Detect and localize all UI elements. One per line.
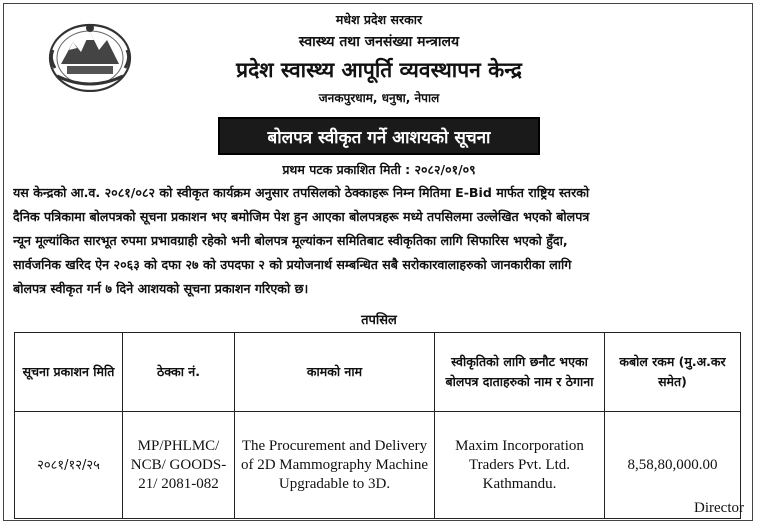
ministry-name: स्वास्थ्य तथा जनसंख्या मन्त्रालय: [298, 34, 460, 50]
cell-work-name: The Procurement and Delivery of 2D Mammography Machine Upgradable to 3D.: [235, 412, 435, 519]
body-line: यस केन्द्रको आ.व. २०८१/०८२ को स्वीकृत कार्यक्रम अनुसार तपसिलको ठेक्काहरू निम्न मितिमा E-Bid मार्फत राष्ट्रिय स्तरको: [13, 185, 590, 200]
body-line: सार्वजनिक खरिद ऐन २०६३ को दफा २७ को उपदफा २ को प्रयोजनार्थ सम्बन्धित सबै सरोकारवालाहरुको जानकारीका लागि: [13, 257, 572, 272]
col-notice-date: सूचना प्रकाशन मिति: [15, 333, 123, 412]
publication-date: प्रथम पटक प्रकाशित मिती : २०८२/०१/०९: [282, 162, 476, 177]
table-row: [15, 412, 741, 519]
schedule-label: तपसिल: [361, 313, 397, 328]
province-government: मधेश प्रदेश सरकार: [335, 12, 423, 27]
cell-notice-date: २०८१/१२/२५: [15, 412, 123, 519]
notice-title: बोलपत्र स्वीकृत गर्ने आशयको सूचना: [218, 117, 540, 155]
cell-bidder: Maxim Incorporation Traders Pvt. Ltd. Kathmandu.: [435, 412, 605, 519]
body-line: बोलपत्र स्वीकृत गर्न ७ दिने आशयको सूचना प्रकाशन गरिएको छ।: [13, 281, 309, 296]
notice-body: [13, 181, 743, 301]
table-header-row: [15, 333, 741, 412]
schedule-table: [14, 332, 741, 519]
col-contract-no: ठेक्का नं.: [123, 333, 235, 412]
col-amount: कबोल रकम (मु.अ.कर समेत): [605, 333, 741, 412]
address: जनकपुरधाम, धनुषा, नेपाल: [318, 91, 440, 105]
cell-contract-no: MP/PHLMC/ NCB/ GOODS-21/ 2081-082: [123, 412, 235, 519]
col-bidder: स्वीकृतिको लागि छनौट भएका बोलपत्र दाताहरुको नाम र ठेगाना: [435, 333, 605, 412]
signature-director: Director: [694, 500, 744, 516]
center-name: प्रदेश स्वास्थ्य आपूर्ति व्यवस्थापन केन्द्र: [236, 58, 522, 82]
cell-amount: 8,58,80,000.00: [605, 412, 741, 519]
body-line: दैनिक पत्रिकामा बोलपत्रको सूचना प्रकाशन भए बमोजिम पेश हुन आएका बोलपत्रहरू मध्ये तपसिलमा उल्लेखित भएको बोलपत्र: [13, 209, 590, 224]
body-line: न्यून मूल्यांकित सारभूत रुपमा प्रभावग्राही रहेको भनी बोलपत्र मूल्यांकन समितिबाट स्वीकृतिका लागि सिफारिस भएको हुँदा,: [13, 233, 568, 248]
col-work-name: कामको नाम: [235, 333, 435, 412]
